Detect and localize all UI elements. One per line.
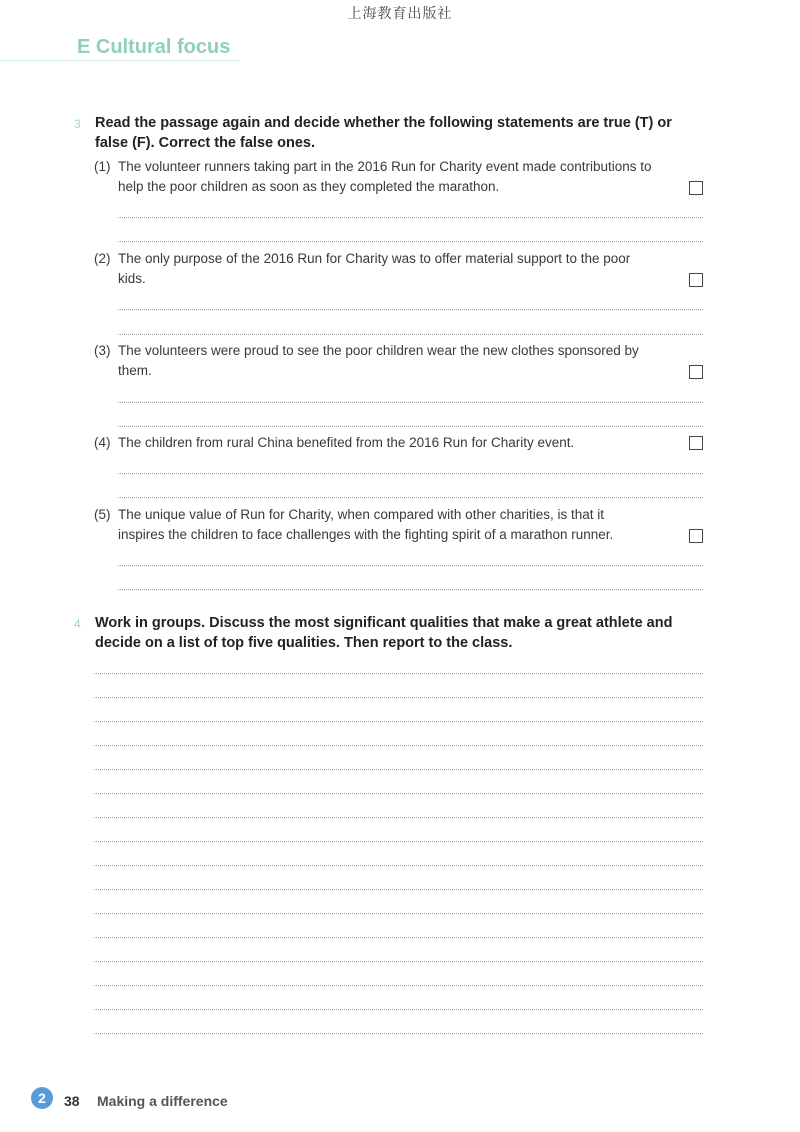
answer-line[interactable] xyxy=(118,309,703,310)
statement-2 xyxy=(94,249,654,289)
statement-number: (5) xyxy=(94,507,111,522)
answer-line[interactable] xyxy=(118,402,703,403)
answer-line[interactable] xyxy=(94,1009,703,1010)
statement-number: (1) xyxy=(94,159,111,174)
statement-number: (4) xyxy=(94,435,111,450)
answer-line[interactable] xyxy=(94,841,703,842)
answer-line[interactable] xyxy=(118,473,703,474)
publisher-name: 上海教育出版社 xyxy=(347,6,453,22)
tf-checkbox-2[interactable] xyxy=(689,273,703,287)
question-4-number: 4 xyxy=(74,617,81,631)
answer-line[interactable] xyxy=(94,1033,703,1034)
answer-line[interactable] xyxy=(94,961,703,962)
statement-text: The children from rural China benefited from the 2016 Run for Charity event. xyxy=(118,435,575,450)
answer-line[interactable] xyxy=(118,426,703,427)
answer-line[interactable] xyxy=(118,241,703,242)
answer-line[interactable] xyxy=(94,889,703,890)
tf-checkbox-1[interactable] xyxy=(689,181,703,195)
statement-1 xyxy=(94,157,654,197)
tf-checkbox-3[interactable] xyxy=(689,365,703,379)
unit-badge: 2 xyxy=(31,1087,53,1109)
statement-3 xyxy=(94,341,654,381)
answer-line[interactable] xyxy=(94,913,703,914)
answer-line[interactable] xyxy=(118,589,703,590)
statement-text: The volunteer runners taking part in the 2016 Run for Charity event made contributions to help the poor children as soon as they completed the marathon. xyxy=(118,159,652,194)
statement-number: (2) xyxy=(94,251,111,266)
section-header xyxy=(0,36,240,61)
answer-line[interactable] xyxy=(94,865,703,866)
answer-line[interactable] xyxy=(94,673,703,674)
question-3-prompt: Read the passage again and decide whether the following statements are true (T) or false (F). Correct the false ones. xyxy=(95,115,672,151)
statement-text: The unique value of Run for Charity, when compared with other charities, is that it inspires the children to face challenges with the fighting spirit of a marathon runner. xyxy=(118,507,614,542)
answer-line[interactable] xyxy=(94,817,703,818)
answer-line[interactable] xyxy=(94,985,703,986)
statement-text: The only purpose of the 2016 Run for Charity was to offer material support to the poor kids. xyxy=(118,251,631,286)
question-4-prompt: Work in groups. Discuss the most significant qualities that make a great athlete and decide on a list of top five qualities. Then report to the class. xyxy=(95,615,673,651)
answer-line[interactable] xyxy=(94,937,703,938)
answer-line[interactable] xyxy=(118,565,703,566)
section-title: E Cultural focus xyxy=(77,36,231,58)
answer-line[interactable] xyxy=(94,697,703,698)
unit-title: Making a difference xyxy=(97,1093,228,1109)
answer-line[interactable] xyxy=(118,497,703,498)
answer-line[interactable] xyxy=(94,745,703,746)
answer-line[interactable] xyxy=(94,769,703,770)
answer-line[interactable] xyxy=(94,721,703,722)
answer-line[interactable] xyxy=(118,334,703,335)
tf-checkbox-5[interactable] xyxy=(689,529,703,543)
answer-line[interactable] xyxy=(94,793,703,794)
answer-line[interactable] xyxy=(118,217,703,218)
page-number: 38 xyxy=(64,1093,80,1109)
question-3-number: 3 xyxy=(74,117,81,131)
statement-text: The volunteers were proud to see the poor children wear the new clothes sponsored by them. xyxy=(118,343,639,378)
tf-checkbox-4[interactable] xyxy=(689,436,703,450)
statement-5 xyxy=(94,505,654,545)
statement-number: (3) xyxy=(94,343,111,358)
statement-4 xyxy=(94,433,654,453)
